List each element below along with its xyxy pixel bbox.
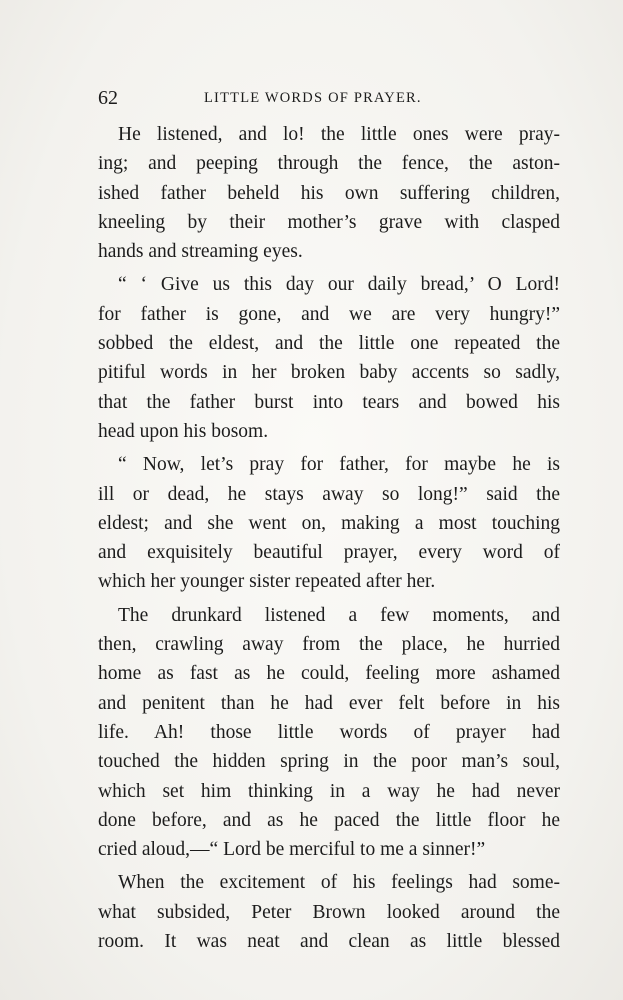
running-title: LITTLE WORDS OF PRAYER. xyxy=(204,90,422,106)
text-line: which her younger sister repeated after her. xyxy=(98,571,436,593)
running-head xyxy=(98,86,558,110)
text-line: ished father beheld his own suffering children, xyxy=(98,182,560,204)
text-line: touched the hidden spring in the poor man’s soul, xyxy=(98,751,560,773)
paragraph-1 xyxy=(98,120,560,266)
text-line: home as fast as he could, feeling more ashamed xyxy=(98,663,560,685)
text-line: The drunkard listened a few moments, and xyxy=(118,604,560,626)
text-line: room. It was neat and clean as little blessed xyxy=(98,931,560,953)
text-line: hands and streaming eyes. xyxy=(98,241,303,263)
text-line: “ Now, let’s pray for father, for maybe he is xyxy=(118,454,560,476)
text-line: cried aloud,—“ Lord be merciful to me a sinner!” xyxy=(98,839,486,861)
page-number: 62 xyxy=(98,87,118,109)
body-text xyxy=(98,120,560,956)
text-line: ill or dead, he stays away so long!” said the xyxy=(98,483,560,505)
text-line: that the father burst into tears and bowed his xyxy=(98,391,560,413)
text-line: then, crawling away from the place, he hurried xyxy=(98,634,560,656)
paragraph-2 xyxy=(98,270,560,446)
text-line: pitiful words in her broken baby accents so sadly, xyxy=(98,362,560,384)
text-line: and exquisitely beautiful prayer, every word of xyxy=(98,542,560,564)
text-line: kneeling by their mother’s grave with clasped xyxy=(98,211,560,233)
text-line: and penitent than he had ever felt before in his xyxy=(98,692,560,714)
text-line: “ ‘ Give us this day our daily bread,’ O Lord! xyxy=(118,274,560,296)
text-line: ing; and peeping through the fence, the aston- xyxy=(98,153,560,175)
paragraph-5 xyxy=(98,868,560,956)
text-line: He listened, and lo! the little ones were pray- xyxy=(118,124,560,145)
paragraph-3 xyxy=(98,450,560,596)
text-line: When the excitement of his feelings had some- xyxy=(118,872,560,894)
text-line: which set him thinking in a way he had never xyxy=(98,780,560,802)
text-line: sobbed the eldest, and the little one repeated the xyxy=(98,333,560,355)
text-line: eldest; and she went on, making a most touching xyxy=(98,512,560,534)
text-line: done before, and as he paced the little floor he xyxy=(98,809,560,831)
text-line: for father is gone, and we are very hungry!” xyxy=(98,303,560,325)
text-line: life. Ah! those little words of prayer had xyxy=(98,721,560,743)
text-line: head upon his bosom. xyxy=(98,420,269,442)
paragraph-4 xyxy=(98,601,560,865)
text-line: what subsided, Peter Brown looked around the xyxy=(98,901,560,923)
